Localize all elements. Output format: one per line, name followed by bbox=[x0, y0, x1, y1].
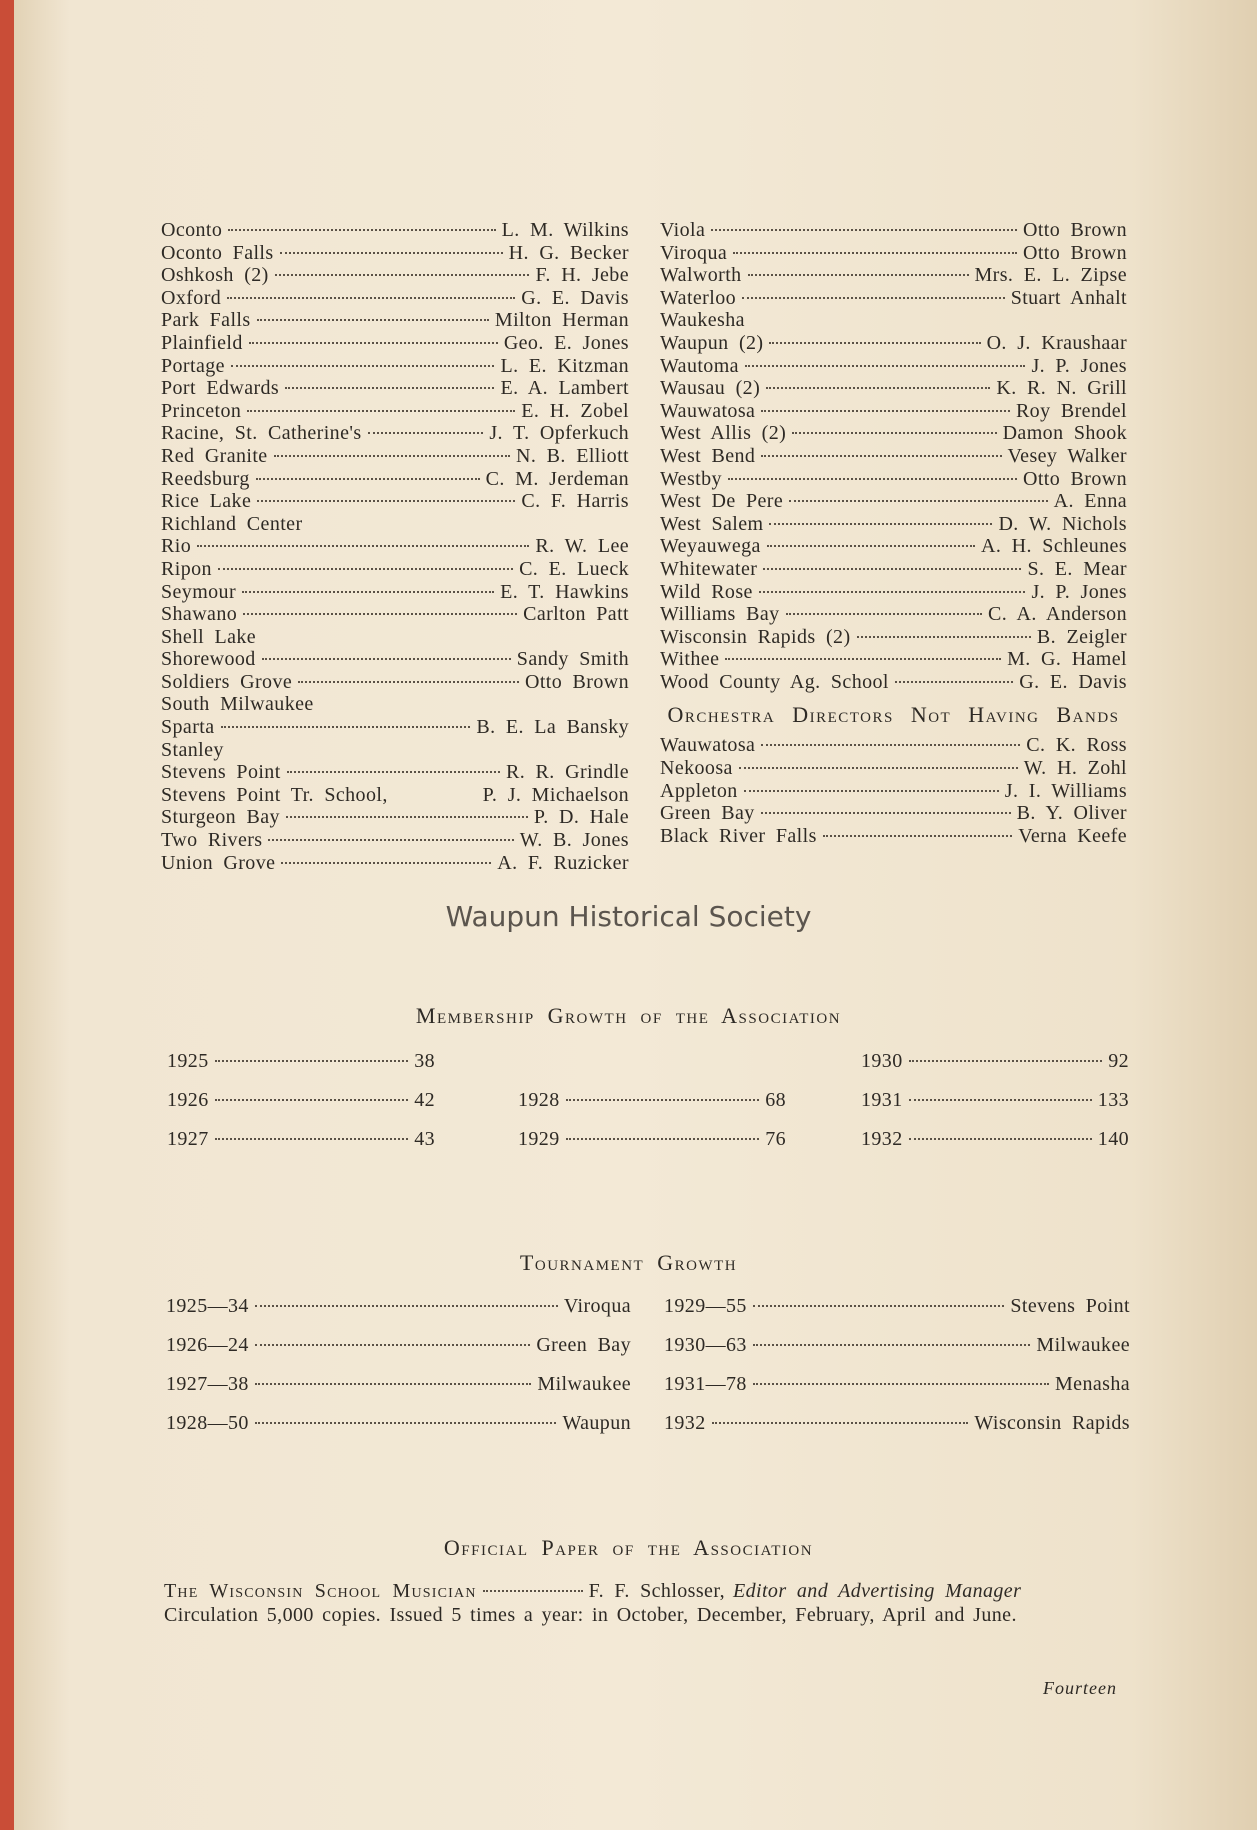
school-name: Park Falls bbox=[161, 309, 251, 332]
watermark: Waupun Historical Society bbox=[445, 900, 812, 933]
director-name: Stuart Anhalt bbox=[1010, 286, 1127, 309]
school-name: Wisconsin Rapids (2) bbox=[660, 625, 851, 648]
director-name: N. B. Elliott bbox=[516, 444, 629, 467]
dot-leader bbox=[215, 1060, 409, 1062]
school-name: Wauwatosa bbox=[660, 734, 756, 757]
director-name: W. B. Jones bbox=[519, 829, 629, 852]
directory-entry bbox=[161, 535, 629, 558]
dot-leader bbox=[255, 1422, 557, 1424]
school-name: Two Rivers bbox=[161, 829, 263, 852]
director-name: W. H. Zohl bbox=[1023, 757, 1127, 780]
tournament-row bbox=[664, 1412, 1130, 1435]
dot-leader bbox=[742, 297, 1005, 299]
membership-year: 1927 bbox=[167, 1128, 209, 1150]
school-name: Williams Bay bbox=[660, 603, 780, 626]
dot-leader bbox=[286, 816, 528, 818]
director-name: Mrs. E. L. Zipse bbox=[974, 264, 1127, 287]
director-name: P. D. Hale bbox=[533, 806, 629, 829]
school-name: South Milwaukee bbox=[161, 693, 314, 716]
membership-year: 1929 bbox=[518, 1128, 560, 1150]
directory-entry bbox=[161, 287, 629, 310]
school-name: Oxford bbox=[161, 286, 222, 309]
membership-year: 1930 bbox=[861, 1050, 903, 1072]
director-name: J. I. Williams bbox=[1004, 779, 1127, 802]
dot-leader bbox=[759, 591, 1026, 593]
dot-leader bbox=[368, 432, 484, 434]
directory-entry bbox=[660, 287, 1127, 310]
directory-entry bbox=[660, 757, 1127, 780]
directory-entry bbox=[161, 490, 629, 513]
membership-row bbox=[861, 1128, 1129, 1151]
directory-entry bbox=[660, 603, 1127, 626]
school-name: Weyauwega bbox=[660, 535, 761, 558]
school-name: Oshkosh (2) bbox=[161, 264, 269, 287]
dot-leader bbox=[792, 432, 996, 434]
directory-entry bbox=[660, 626, 1127, 649]
dot-leader bbox=[767, 545, 975, 547]
director-name: B. Zeigler bbox=[1036, 625, 1127, 648]
director-name: B. Y. Oliver bbox=[1016, 802, 1127, 825]
membership-year: 1926 bbox=[167, 1089, 209, 1111]
circulation-line: Circulation 5,000 copies. Issued 5 times a year: in October, December, February, April and June. bbox=[164, 1604, 1017, 1626]
director-name: Otto Brown bbox=[1023, 219, 1127, 241]
director-name: Geo. E. Jones bbox=[503, 331, 629, 354]
school-name: Withee bbox=[660, 648, 720, 671]
school-name: West Salem bbox=[660, 512, 764, 535]
school-name: Reedsburg bbox=[161, 467, 250, 490]
school-name: Seymour bbox=[161, 580, 237, 603]
dot-leader bbox=[766, 387, 990, 389]
director-name: J. T. Opferkuch bbox=[489, 422, 629, 445]
tournament-row bbox=[166, 1373, 631, 1396]
tournament-row bbox=[166, 1295, 631, 1318]
dot-leader bbox=[257, 319, 489, 321]
dot-leader bbox=[748, 274, 969, 276]
school-name: Sparta bbox=[161, 716, 215, 739]
director-name: C. M. Jerdeman bbox=[485, 467, 629, 490]
director-name: S. E. Mear bbox=[1027, 557, 1127, 580]
editor-title: Editor and Advertising Manager bbox=[732, 1580, 1022, 1602]
school-name: Shorewood bbox=[161, 648, 256, 671]
dot-leader bbox=[197, 545, 529, 547]
dot-leader bbox=[298, 681, 519, 683]
director-name: A. F. Ruzicker bbox=[497, 851, 629, 874]
dot-leader bbox=[257, 500, 515, 502]
director-name: C. F. Harris bbox=[521, 490, 629, 513]
dot-leader bbox=[895, 681, 1013, 683]
membership-row bbox=[167, 1050, 435, 1073]
dot-leader bbox=[228, 229, 495, 231]
directory-entry bbox=[161, 829, 629, 852]
dot-leader bbox=[566, 1138, 760, 1140]
school-name: Plainfield bbox=[161, 331, 243, 354]
directory-entry bbox=[660, 648, 1127, 671]
school-name: Princeton bbox=[161, 399, 242, 422]
school-name: West Bend bbox=[660, 444, 756, 467]
school-name: Viola bbox=[660, 219, 706, 241]
school-name: Sturgeon Bay bbox=[161, 806, 280, 829]
dot-leader bbox=[227, 297, 515, 299]
dot-leader bbox=[909, 1099, 1092, 1101]
school-name: West Allis (2) bbox=[660, 422, 787, 445]
school-name: Stevens Point bbox=[161, 761, 281, 784]
director-name: D. W. Nichols bbox=[998, 512, 1127, 535]
director-name: G. E. Davis bbox=[521, 286, 629, 309]
directory-entry bbox=[660, 780, 1127, 803]
director-name: L. E. Kitzman bbox=[500, 354, 629, 377]
school-name: Oconto bbox=[161, 219, 223, 241]
directory-entry bbox=[161, 264, 629, 287]
membership-row bbox=[167, 1128, 435, 1151]
director-name: P. J. Michaelson bbox=[482, 783, 629, 806]
directory-entry bbox=[161, 626, 629, 649]
school-name: Wausau (2) bbox=[660, 377, 761, 400]
director-name: K. R. N. Grill bbox=[996, 377, 1127, 400]
school-name: Waterloo bbox=[660, 286, 737, 309]
school-name: Stanley bbox=[161, 738, 224, 761]
directory-entry bbox=[161, 784, 629, 807]
membership-count: 92 bbox=[1108, 1050, 1129, 1072]
dot-leader bbox=[215, 1099, 409, 1101]
directory-entry bbox=[660, 671, 1127, 694]
membership-count: 42 bbox=[414, 1089, 435, 1111]
dot-leader bbox=[739, 767, 1018, 769]
dot-leader bbox=[753, 1383, 1049, 1385]
directory-entry bbox=[660, 825, 1127, 848]
tournament-city: Milwaukee bbox=[1036, 1334, 1130, 1356]
official-paper-heading: Official Paper of the Association bbox=[443, 1535, 814, 1560]
school-name: Waukesha bbox=[660, 309, 745, 332]
dot-leader bbox=[242, 591, 494, 593]
editor-name: F. F. Schlosser, bbox=[588, 1580, 725, 1602]
school-name: Wautoma bbox=[660, 354, 739, 377]
school-name: Shell Lake bbox=[161, 625, 257, 648]
directory-entry bbox=[660, 445, 1127, 468]
dot-leader bbox=[255, 1305, 558, 1307]
director-name: Sandy Smith bbox=[516, 648, 629, 671]
directory-entry bbox=[161, 468, 629, 491]
page-number: Fourteen bbox=[1043, 1678, 1117, 1698]
directory-entry bbox=[161, 242, 629, 265]
directory-entry bbox=[161, 852, 629, 875]
director-name: E. T. Hawkins bbox=[500, 580, 629, 603]
school-name: Black River Falls bbox=[660, 824, 817, 847]
directory-left-column bbox=[161, 219, 629, 874]
director-name: F. H. Jebe bbox=[535, 264, 629, 287]
dot-leader bbox=[285, 387, 494, 389]
dot-leader bbox=[763, 568, 1021, 570]
dot-leader bbox=[243, 613, 517, 615]
dot-leader bbox=[256, 478, 480, 480]
directory-entry bbox=[161, 739, 629, 762]
tournament-year: 1929—55 bbox=[664, 1295, 747, 1317]
school-name: Soldiers Grove bbox=[161, 670, 293, 693]
dot-leader bbox=[857, 636, 1031, 638]
directory-right-column bbox=[660, 219, 1127, 847]
directory-entry bbox=[660, 264, 1127, 287]
directory-entry bbox=[161, 422, 629, 445]
school-name: Red Granite bbox=[161, 444, 268, 467]
director-name: C. A. Anderson bbox=[988, 603, 1127, 626]
director-name: Otto Brown bbox=[1023, 241, 1127, 264]
dot-leader bbox=[247, 410, 515, 412]
school-name: Oconto Falls bbox=[161, 241, 274, 264]
dot-leader bbox=[249, 342, 498, 344]
tournament-row bbox=[664, 1373, 1130, 1396]
tournament-year: 1926—24 bbox=[166, 1334, 249, 1356]
directory-entry bbox=[161, 332, 629, 355]
school-name: West De Pere bbox=[660, 490, 784, 513]
directory-entry bbox=[161, 219, 629, 242]
director-name: O. J. Kraushaar bbox=[986, 331, 1127, 354]
dot-leader bbox=[753, 1344, 1031, 1346]
director-name: M. G. Hamel bbox=[1007, 648, 1127, 671]
school-name: Westby bbox=[660, 467, 722, 490]
directory-entry bbox=[161, 445, 629, 468]
tournament-city: Stevens Point bbox=[1010, 1295, 1130, 1317]
school-name: Nekoosa bbox=[660, 757, 733, 780]
director-name: E. H. Zobel bbox=[521, 399, 629, 422]
director-name: J. P. Jones bbox=[1031, 580, 1127, 603]
tournament-row bbox=[664, 1295, 1130, 1318]
dot-leader bbox=[275, 274, 530, 276]
membership-count: 76 bbox=[765, 1128, 786, 1150]
director-name: J. P. Jones bbox=[1031, 354, 1127, 377]
dot-leader bbox=[761, 455, 1001, 457]
directory-entry bbox=[161, 400, 629, 423]
school-name: Rio bbox=[161, 535, 192, 558]
tournament-year: 1932 bbox=[664, 1412, 706, 1434]
directory-entry bbox=[660, 219, 1127, 242]
directory-entry bbox=[660, 242, 1127, 265]
directory-entry bbox=[161, 716, 629, 739]
directory-entry bbox=[161, 309, 629, 332]
dot-leader bbox=[268, 839, 513, 841]
director-name: A. H. Schleunes bbox=[981, 535, 1127, 558]
directory-entry bbox=[660, 332, 1127, 355]
director-name: Otto Brown bbox=[1023, 467, 1127, 490]
directory-entry bbox=[660, 490, 1127, 513]
school-name: Richland Center bbox=[161, 512, 303, 535]
tournament-year: 1930—63 bbox=[664, 1334, 747, 1356]
directory-entry bbox=[660, 422, 1127, 445]
tournament-year: 1925—34 bbox=[166, 1295, 249, 1317]
tournament-row bbox=[166, 1412, 631, 1435]
tournament-city: Menasha bbox=[1055, 1373, 1130, 1395]
school-name: Union Grove bbox=[161, 851, 276, 874]
director-name: C. K. Ross bbox=[1026, 734, 1127, 757]
dot-leader bbox=[769, 523, 992, 525]
school-name: Walworth bbox=[660, 264, 742, 287]
official-paper-line bbox=[164, 1580, 1129, 1603]
directory-entry bbox=[660, 535, 1127, 558]
membership-row bbox=[861, 1050, 1129, 1073]
director-name: R. R. Grindle bbox=[506, 761, 629, 784]
dot-leader bbox=[483, 1590, 583, 1592]
dot-leader bbox=[761, 744, 1020, 746]
directory-entry bbox=[161, 761, 629, 784]
dot-leader bbox=[262, 658, 511, 660]
membership-count: 43 bbox=[414, 1128, 435, 1150]
director-name: B. E. La Bansky bbox=[476, 716, 629, 739]
director-name: Verna Keefe bbox=[1018, 824, 1127, 847]
dot-leader bbox=[761, 410, 1010, 412]
school-name: Green Bay bbox=[660, 802, 755, 825]
paper-name: The Wisconsin School Musician bbox=[164, 1580, 477, 1602]
director-name: Otto Brown bbox=[525, 670, 629, 693]
director-name: Damon Shook bbox=[1002, 422, 1127, 445]
dot-leader bbox=[823, 835, 1012, 837]
school-name: Wauwatosa bbox=[660, 399, 756, 422]
dot-leader bbox=[789, 500, 1048, 502]
tournament-city: Viroqua bbox=[563, 1295, 631, 1317]
tournament-row bbox=[166, 1334, 631, 1357]
membership-count: 140 bbox=[1097, 1128, 1129, 1150]
director-name: Roy Brendel bbox=[1015, 399, 1127, 422]
school-name: Racine, St. Catherine's bbox=[161, 422, 362, 445]
dot-leader bbox=[281, 862, 491, 864]
director-name: R. W. Lee bbox=[535, 535, 629, 558]
directory-entry bbox=[660, 377, 1127, 400]
tournament-heading: Tournament Growth bbox=[519, 1250, 738, 1275]
membership-row bbox=[167, 1089, 435, 1112]
dot-leader bbox=[733, 252, 1017, 254]
tournament-year: 1931—78 bbox=[664, 1373, 747, 1395]
school-name: Shawano bbox=[161, 603, 238, 626]
membership-heading: Membership Growth of the Association bbox=[415, 1003, 842, 1028]
directory-entry bbox=[161, 581, 629, 604]
director-name: A. Enna bbox=[1053, 490, 1127, 513]
tournament-year: 1928—50 bbox=[166, 1412, 249, 1434]
dot-leader bbox=[909, 1060, 1103, 1062]
orchestra-heading: Orchestra Directors Not Having Bands bbox=[667, 702, 1120, 728]
dot-leader bbox=[274, 455, 510, 457]
dot-leader bbox=[753, 1305, 1005, 1307]
directory-entry bbox=[660, 558, 1127, 581]
school-name: Stevens Point Tr. School, bbox=[161, 783, 388, 806]
school-name: Wild Rose bbox=[660, 580, 753, 603]
directory-entry bbox=[660, 400, 1127, 423]
dot-leader bbox=[711, 229, 1017, 231]
directory-entry bbox=[660, 581, 1127, 604]
tournament-city: Green Bay bbox=[536, 1334, 631, 1356]
directory-entry bbox=[161, 806, 629, 829]
tournament-row bbox=[664, 1334, 1130, 1357]
membership-count: 133 bbox=[1097, 1089, 1129, 1111]
directory-entry bbox=[660, 355, 1127, 378]
membership-year: 1931 bbox=[861, 1089, 903, 1111]
dot-leader bbox=[255, 1383, 532, 1385]
directory-entry bbox=[660, 309, 1127, 332]
membership-year: 1928 bbox=[518, 1089, 560, 1111]
director-name: E. A. Lambert bbox=[500, 377, 629, 400]
school-name: Waupun (2) bbox=[660, 331, 764, 354]
dot-leader bbox=[725, 658, 1001, 660]
director-name: C. E. Lueck bbox=[519, 557, 629, 580]
school-name: Viroqua bbox=[660, 241, 728, 264]
director-name: Milton Herman bbox=[494, 309, 629, 332]
school-name: Wood County Ag. School bbox=[660, 670, 889, 693]
membership-row bbox=[861, 1089, 1129, 1112]
directory-entry bbox=[660, 802, 1127, 825]
directory-entry bbox=[161, 693, 629, 716]
dot-leader bbox=[255, 1344, 531, 1346]
school-name: Rice Lake bbox=[161, 490, 252, 513]
membership-year: 1932 bbox=[861, 1128, 903, 1150]
dot-leader bbox=[221, 726, 471, 728]
director-name: G. E. Davis bbox=[1019, 670, 1127, 693]
dot-leader bbox=[909, 1138, 1092, 1140]
dot-leader bbox=[215, 1138, 409, 1140]
membership-year: 1925 bbox=[167, 1050, 209, 1072]
school-name: Whitewater bbox=[660, 557, 758, 580]
dot-leader bbox=[712, 1422, 969, 1424]
director-name: Vesey Walker bbox=[1007, 444, 1127, 467]
directory-entry bbox=[161, 558, 629, 581]
tournament-city: Waupun bbox=[562, 1412, 631, 1434]
tournament-city: Wisconsin Rapids bbox=[974, 1412, 1130, 1434]
dot-leader bbox=[728, 478, 1017, 480]
school-name: Ripon bbox=[161, 557, 212, 580]
dot-leader bbox=[786, 613, 983, 615]
directory-entry bbox=[161, 355, 629, 378]
directory-entry bbox=[161, 603, 629, 626]
school-name: Appleton bbox=[660, 779, 738, 802]
dot-leader bbox=[745, 365, 1026, 367]
dot-leader bbox=[744, 790, 999, 792]
dot-leader bbox=[761, 812, 1011, 814]
membership-row bbox=[518, 1089, 786, 1112]
membership-count: 68 bbox=[765, 1089, 786, 1111]
directory-entry bbox=[161, 648, 629, 671]
directory-entry bbox=[161, 671, 629, 694]
tournament-city: Milwaukee bbox=[537, 1373, 631, 1395]
dot-leader bbox=[280, 252, 503, 254]
directory-entry bbox=[161, 513, 629, 536]
directory-entry bbox=[660, 468, 1127, 491]
dot-leader bbox=[287, 771, 500, 773]
dot-leader bbox=[231, 365, 495, 367]
school-name: Port Edwards bbox=[161, 377, 280, 400]
membership-count: 38 bbox=[414, 1050, 435, 1072]
directory-entry bbox=[660, 734, 1127, 757]
school-name: Portage bbox=[161, 354, 225, 377]
director-name: L. M. Wilkins bbox=[501, 219, 629, 241]
directory-entry bbox=[660, 513, 1127, 536]
tournament-year: 1927—38 bbox=[166, 1373, 249, 1395]
directory-entry bbox=[161, 377, 629, 400]
director-name: Carlton Patt bbox=[523, 603, 629, 626]
dot-leader bbox=[218, 568, 513, 570]
director-name: H. G. Becker bbox=[508, 241, 629, 264]
membership-row bbox=[518, 1128, 786, 1151]
dot-leader bbox=[769, 342, 980, 344]
dot-leader bbox=[566, 1099, 760, 1101]
